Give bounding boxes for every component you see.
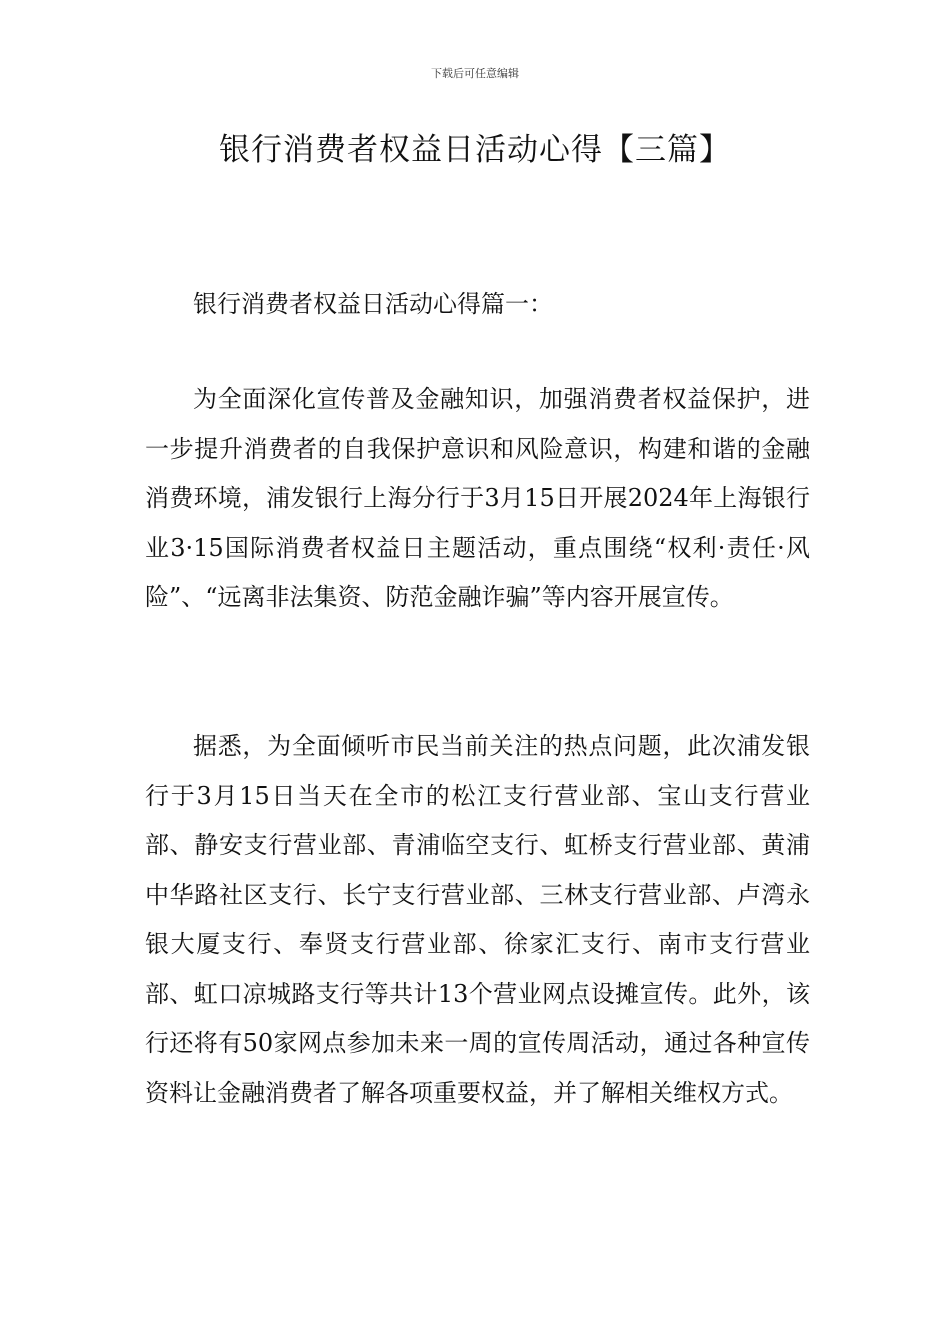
section-heading: 银行消费者权益日活动心得篇一： — [193, 290, 553, 318]
paragraph-1: 为全面深化宣传普及金融知识，加强消费者权益保护，进一步提升消费者的自我保护意识和风险意识，构建和谐的金融消费环境，浦发银行上海分行于3月15日开展2024年上海银行业3·15国际消费者权益日主题活动，重点围绕“权利·责任·风险”、“远离非法集资、防范金融诈骗”等内容开展宣传。 — [145, 385, 810, 611]
paragraph-2: 据悉，为全面倾听市民当前关注的热点问题，此次浦发银行于3月15日当天在全市的松江支行营业部、宝山支行营业部、静安支行营业部、青浦临空支行、虹桥支行营业部、黄浦中华路社区支行、长宁支行营业部、三林支行营业部、卢湾永银大厦支行、奉贤支行营业部、徐家汇支行、南市支行营业部、虹口凉城路支行等共计13个营业网点设摊宣传。此外，该行还将有50家网点参加未来一周的宣传周活动，通过各种宣传资料让金融消费者了解各项重要权益，并了解相关维权方式。 — [145, 732, 810, 1107]
document-title: 银行消费者权益日活动心得【三篇】 — [219, 132, 731, 168]
header-note: 下载后可任意编辑 — [431, 67, 519, 80]
